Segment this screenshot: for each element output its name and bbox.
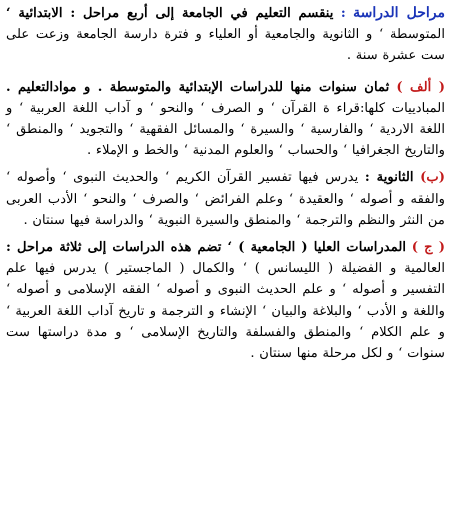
section-b-marker: (ب)	[420, 170, 445, 186]
section-a-lead: ثمان سنوات منها للدراسات الإبتدائية والمتوسطة . و موادالتعليم .	[6, 79, 390, 95]
heading-colon: :	[340, 6, 346, 21]
section-c-paragraph	[6, 237, 445, 364]
section-b-paragraph	[6, 167, 445, 231]
section-b-text: يدرس فيها تفسير القرآن الكريم ‘ والحديث النبوى ‘ وأصوله ‘ والفقه و أصوله ‘ والعقيدة ‘ وعلم الفرائض ‘ والصرف ‘ والنحو ‘ الأدب العربى من النثر والنظم والترجمة ‘ والمنطق والسيرة النبوية ‘ والدراسة فيها سنتان .	[6, 170, 445, 228]
section-a-text: المبادييات كلها:قراء ة القرآن ‘ و الصرف ‘ والنحو ‘ و آداب اللغة العربية ‘ و اللغة الاردية ‘ والفارسية ‘ والسيرة ‘ والمسائل الفقهية ‘ والتجويد ‘ والمنطق ‘ والتاريخ الجغرافيا ‘ والحساب ‘ والعلوم المدنية ‘ والخط و الإملاء .	[6, 100, 445, 159]
section-b-lead: الثانوية :	[364, 170, 414, 186]
section-c-marker: ( ج )	[411, 240, 445, 256]
section-c-lead: المدراسات العليا ( الجامعية ) ‘ تضم هذه الدراسات إلى ثلاثة مراحل :	[6, 240, 407, 256]
intro-paragraph	[6, 3, 445, 67]
section-heading: مراحل الدراسة	[353, 5, 445, 21]
section-a-paragraph	[6, 77, 445, 162]
section-a-marker: ( ألف )	[396, 79, 445, 95]
intro-lead: ينقسم التعليم في الجامعة إلى أربع مراحل : الابتدائية ‘	[6, 6, 334, 21]
intro-text: المتوسطة ‘ و الثانوية والجامعية أو العلياء و فترة دارسة الجامعة وزعت على ست عشرة سنة .	[6, 27, 445, 64]
section-c-text: العالمية و الفضيلة ( الليسانس ) ‘ والكمال ( الماجستير ) يدرس فيها علم التفسير و أصوله ‘ و علم الحديث النبوى و أصوله ‘ الفقه الإسلامى و أصوله ‘ واللغة و الأدب ‘ والبلاغة والبيان ‘ الإنشاء و الترجمة و تاريخ آداب اللغة العربية ‘ و علم الكلام ‘ والمنطق والفسلفة والتاريخ الإسلامى ‘ و مدة دراستها ست سنوات ‘ و لكل مرحلة منها سنتان .	[6, 261, 445, 362]
